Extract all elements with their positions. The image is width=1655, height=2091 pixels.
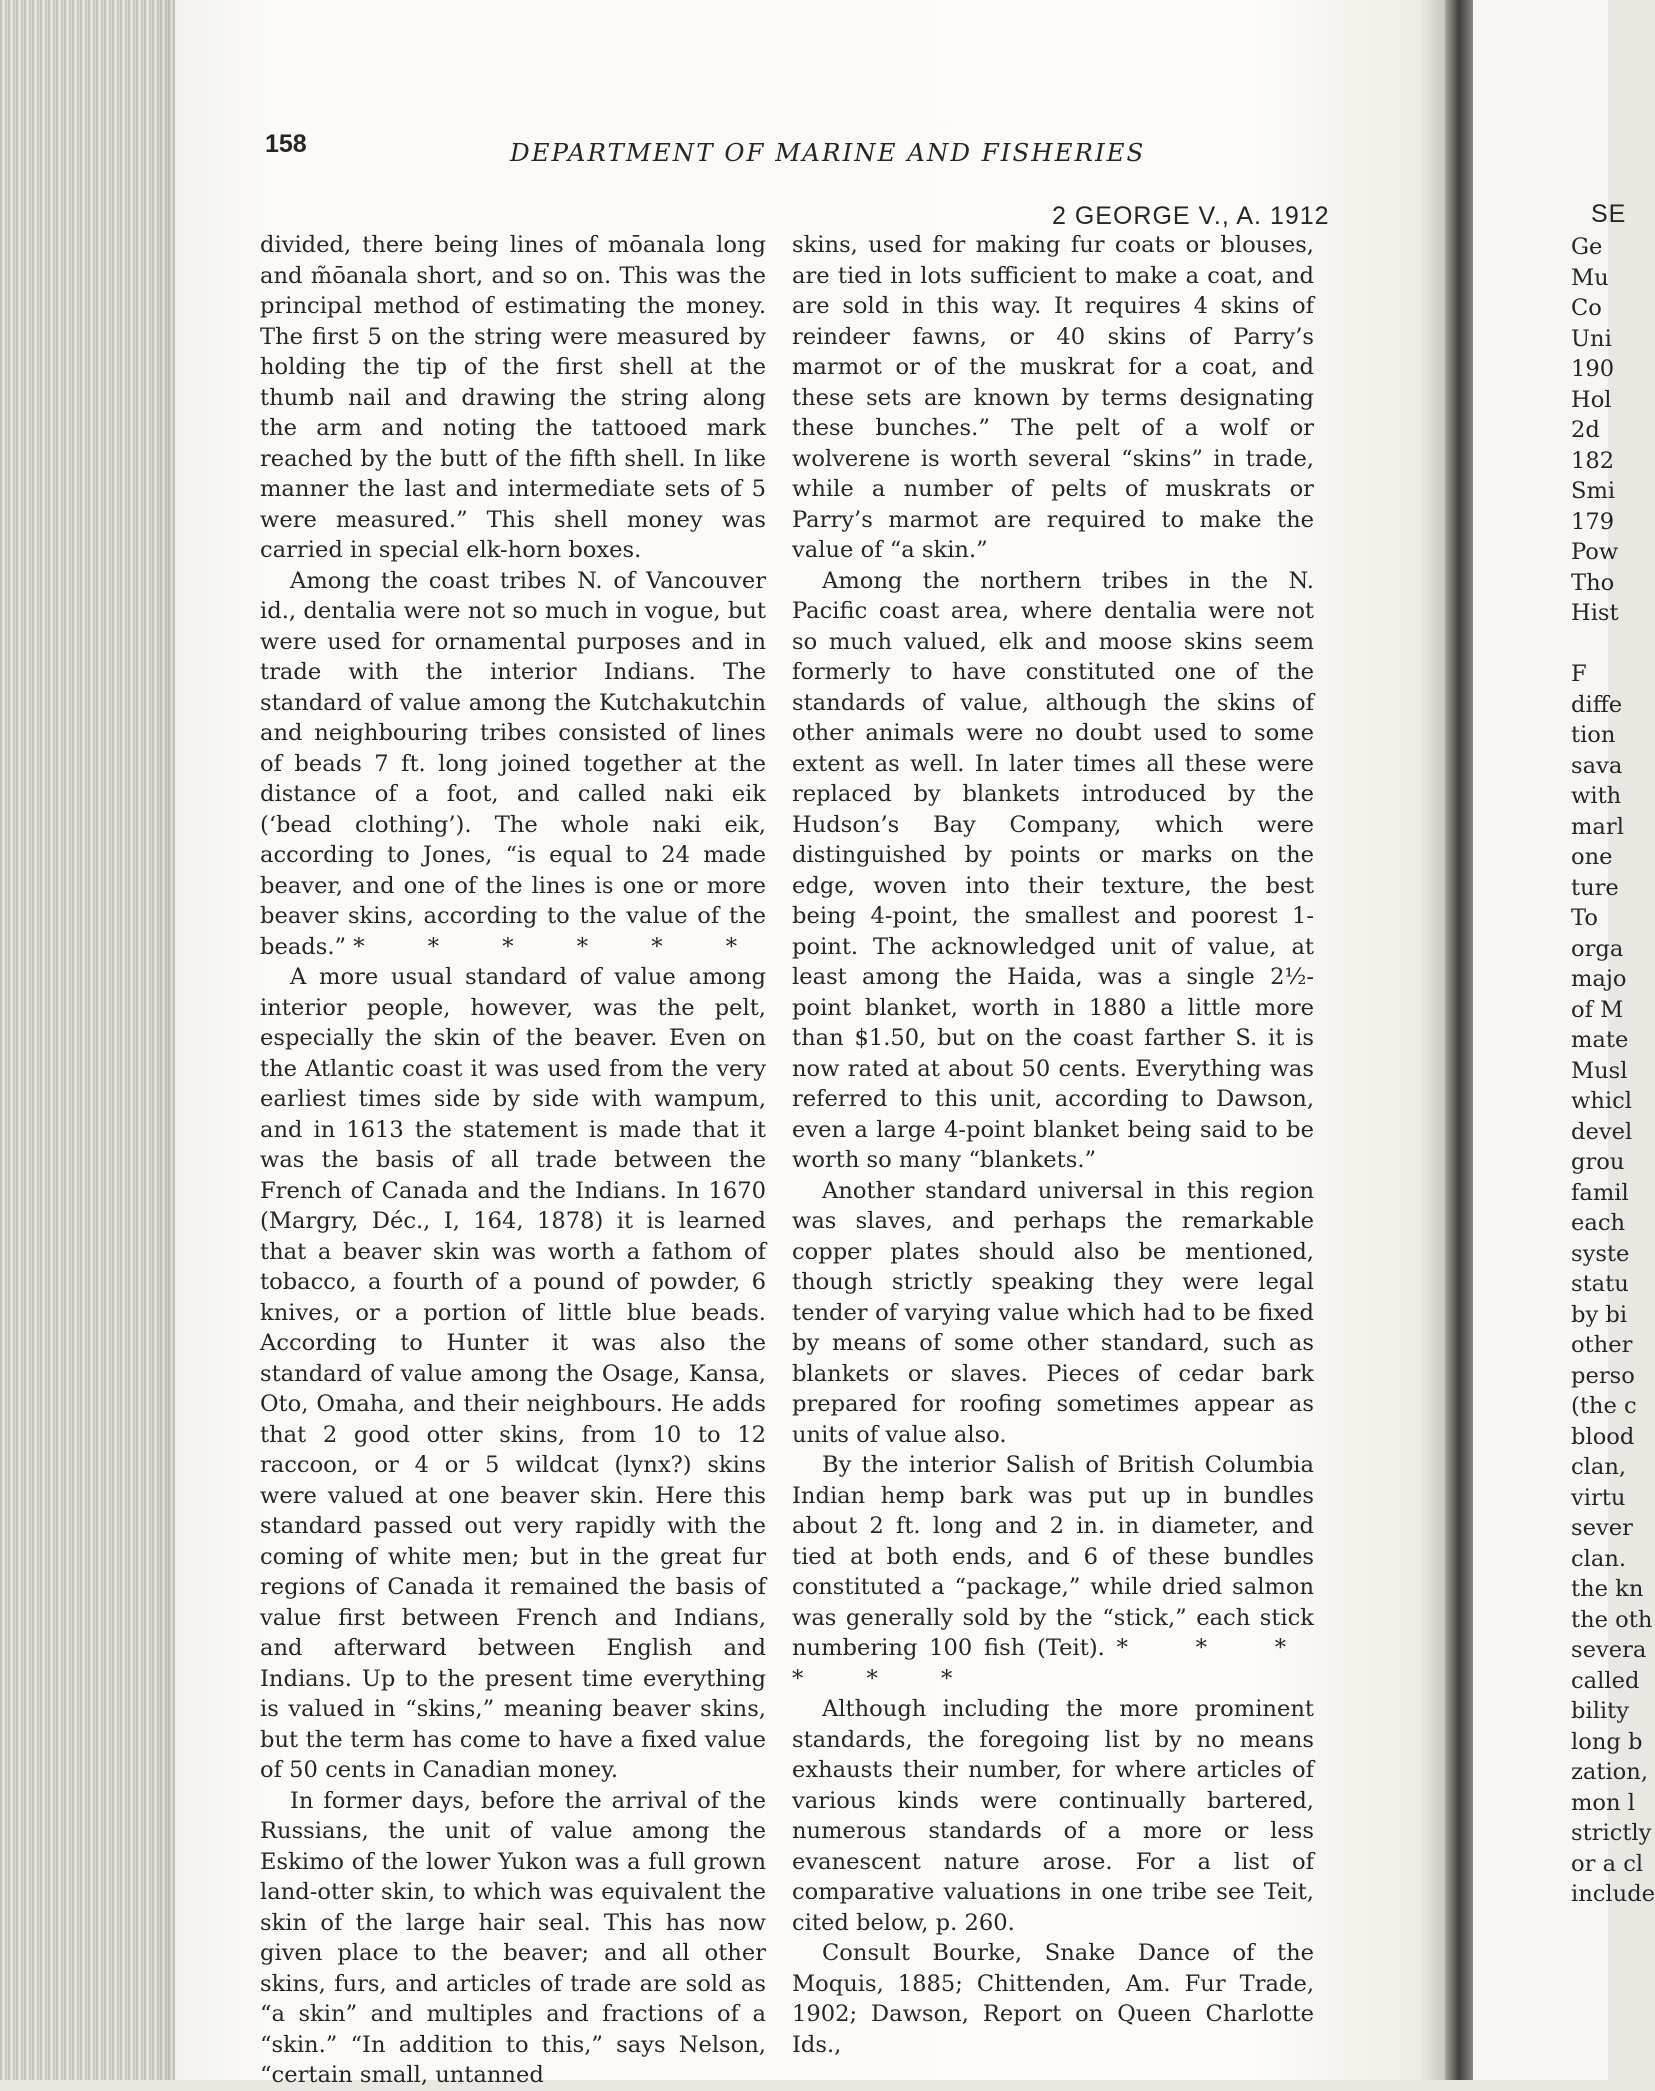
facing-page (1473, 0, 1655, 2080)
paragraph: Among the coast tribes N. of Vancouver id., dentalia were not so much in vogue, but were used for ornamental purposes and in trade with the interior Indians. The standard of value among the Kutchakutchin and neighbouring tribes consisted of lines of beads 7 ft. long joined together at the distance of a foot, and called naki eik (‘bead clothing’). The whole naki eik, according to Jones, “is equal to 24 made beaver, and one of the lines is one or more beaver skins, according to the value of the beads.” * * * * * * (260, 567, 766, 960)
paragraph: In former days, before the arrival of the Russians, the unit of value among the Eskimo of the lower Yukon was a full grown land-otter skin, to which was equivalent the skin of the large hair seal. This has now given place to the beaver; and all other skins, furs, and articles of trade are sold as “a skin” and multiples and fractions of a “skin.” “In addition to this,” says Nelson, “certain small, untanned (260, 1787, 766, 2088)
facing-line: Uni (1571, 325, 1612, 352)
facing-line: clan, (1571, 1454, 1627, 1480)
facing-line: grou (1571, 1149, 1625, 1175)
facing-line: clan. (1571, 1545, 1627, 1572)
facing-line: severa (1571, 1637, 1647, 1663)
facing-line: mon l (1571, 1789, 1635, 1816)
facing-line (1571, 629, 1655, 660)
left-column (260, 230, 766, 2091)
paragraph: Consult Bourke, Snake Dance of the Moquis, 1885; Chittenden, Am. Fur Trade, 1902; Dawson, Report on Queen Charlotte Ids., (792, 1940, 1314, 2058)
facing-line: orga (1571, 935, 1624, 962)
facing-line: To (1571, 905, 1598, 931)
facing-line: (the c (1571, 1393, 1637, 1419)
page-number: 158 (265, 130, 307, 158)
paragraph: divided, there being lines of mōanala long and m̃ōanala short, and so on. This was the principal method of estimating the money. The first 5 on the string were measured by holding the tip of the first shell at the thumb nail and drawing the string along the arm and noting the tattooed mark reached by the butt of the fifth shell. In like manner the last and intermediate sets of 5 were measured.” This shell money was carried in special elk-horn boxes. (260, 232, 766, 563)
facing-line: 190 (1571, 356, 1615, 382)
paragraph: Among the northern tribes in the N. Pacific coast area, where dentalia were not so much valued, elk and moose skins seem formerly to have constituted one of the standards of value, although the skins of other animals were no doubt used to some extent as well. In later times all these were replaced by blankets introduced by the Hudson’s Bay Company, which were distinguished by points or marks on the edge, woven into their texture, the best being 4-point, the smallest and poorest 1-point. The acknowledged unit of value, at least among the Haida, was a single 2½-point blanket, worth in 1880 a little more than $1.50, but on the coast farther S. it is now rated at about 50 cents. Everything was referred to this unit, according to Dawson, even a large 4-point blanket being said to be worth so many “blankets.” (792, 567, 1314, 1173)
facing-line: tion (1571, 722, 1616, 748)
session-line: 2 GEORGE V., A. 1912 (1052, 202, 1330, 230)
facing-line: diffe (1571, 691, 1623, 718)
facing-line: majo (1571, 966, 1627, 992)
facing-line: syste (1571, 1240, 1630, 1267)
facing-line: Musl (1571, 1057, 1628, 1084)
facing-line: bility (1571, 1698, 1629, 1724)
paragraph: skins, used for making fur coats or blouses, are tied in lots sufficient to make a coat, and are sold in this way. It requires 4 skins of reindeer fawns, or 40 skins of Parry’s marmot or of the muskrat for a coat, and these sets are known by terms designating these bunches.” The pelt of a wolf or wolverene is worth several “skins” in trade, while a number of pelts of muskrats or Parry’s marmot are required to make the value of “a skin.” (792, 232, 1314, 563)
running-head: DEPARTMENT OF MARINE AND FISHERIES (510, 138, 1146, 167)
facing-line: the kn (1571, 1576, 1644, 1602)
facing-line: the oth (1571, 1606, 1653, 1633)
facing-line: called (1571, 1667, 1640, 1694)
facing-line: sava (1571, 752, 1623, 779)
paragraph: Although including the more prominent standards, the foregoing list by no means exhausts their number, for where articles of various kinds were continually bartered, numerous standards of a more or less evanescent nature arose. For a list of comparative valuations in one tribe see Teit, cited below, p. 260. (792, 1696, 1314, 1936)
facing-line: with (1571, 783, 1622, 809)
facing-line: include (1571, 1881, 1655, 1907)
facing-line: or a cl (1571, 1850, 1644, 1877)
facing-line: perso (1571, 1362, 1635, 1389)
facing-line: whicl (1571, 1088, 1632, 1114)
facing-page-fragments (1571, 232, 1655, 1910)
facing-line: sever (1571, 1515, 1633, 1541)
facing-line: mate (1571, 1027, 1629, 1053)
right-column (792, 230, 1314, 2060)
facing-line: Mu (1571, 264, 1609, 291)
facing-line: by bi (1571, 1301, 1628, 1328)
facing-line: marl (1571, 813, 1624, 840)
page-edge-stack (0, 0, 180, 2080)
paragraph: A more usual standard of value among interior people, however, was the pelt, especially the skin of the beaver. Even on the Atlantic coast it was used from the very earliest times side by side with wampum, and in 1613 the statement is made that it was the basis of all trade between the French of Canada and the Indians. In 1670 (Margry, Déc., I, 164, 1878) it is learned that a beaver skin was worth a fathom of tobacco, a fourth of a pound of powder, 6 knives, or a portion of little blue beads. According to Hunter it was also the standard of value among the Osage, Kansa, Oto, Omaha, and their neighbours. He adds that 2 good otter skins, from 10 to 12 raccoon, or 4 or 5 wildcat (lynx?) skins were valued at one beaver skin. Here this standard passed out very rapidly with the coming of white men; but in the great fur regions of Canada it remained the basis of value first between French and Indians, and afterward between English and Indians. Up to the present time everything is valued in “skins,” meaning beaver skins, but the term has come to have a fixed value of 50 cents in Canadian money. (260, 964, 766, 1783)
facing-line: 182 (1571, 447, 1615, 474)
facing-line: of M (1571, 996, 1624, 1023)
book-gutter (1445, 0, 1473, 2080)
facing-line: devel (1571, 1118, 1633, 1145)
ellipsis-marks: * * * * * * (353, 933, 765, 960)
facing-line: blood (1571, 1423, 1635, 1450)
facing-line: other (1571, 1332, 1633, 1358)
paragraph: By the interior Salish of British Columbia Indian hemp bark was put up in bundles about 2 ft. long and 2 in. in diameter, and tied at both ends, and 6 of these bundles constituted a “package,” while dried salmon was generally sold by the “stick,” each stick numbering 100 fish (Teit). * * * * * * (792, 1452, 1314, 1692)
facing-line: ture (1571, 874, 1619, 901)
facing-page-head: SE (1591, 200, 1627, 228)
facing-line: F (1571, 661, 1587, 687)
facing-line: Hol (1571, 386, 1612, 413)
facing-line: each (1571, 1210, 1626, 1236)
facing-line: Tho (1571, 569, 1615, 596)
facing-line: 2d (1571, 417, 1600, 443)
facing-line: zation, (1571, 1759, 1649, 1785)
facing-line: Co (1571, 295, 1602, 321)
facing-line: Pow (1571, 539, 1619, 565)
facing-line: 179 (1571, 508, 1615, 535)
ellipsis-marks: * * * * * * (792, 1635, 1314, 1692)
facing-line: one (1571, 844, 1613, 870)
facing-line: statu (1571, 1271, 1629, 1297)
facing-line: strictly (1571, 1820, 1652, 1846)
facing-line: long b (1571, 1728, 1643, 1755)
facing-line: virtu (1571, 1484, 1626, 1511)
facing-line: Smi (1571, 478, 1616, 504)
facing-line: famil (1571, 1179, 1629, 1206)
facing-line: Ge (1571, 234, 1603, 260)
paragraph: Another standard universal in this region was slaves, and perhaps the remarkable copper plates should also be mentioned, though strictly speaking they were legal tender of varying value which had to be fixed by means of some other standard, such as blankets or slaves. Pieces of cedar bark prepared for roofing sometimes appear as units of value also. (792, 1177, 1314, 1448)
facing-line: Hist (1571, 600, 1619, 626)
